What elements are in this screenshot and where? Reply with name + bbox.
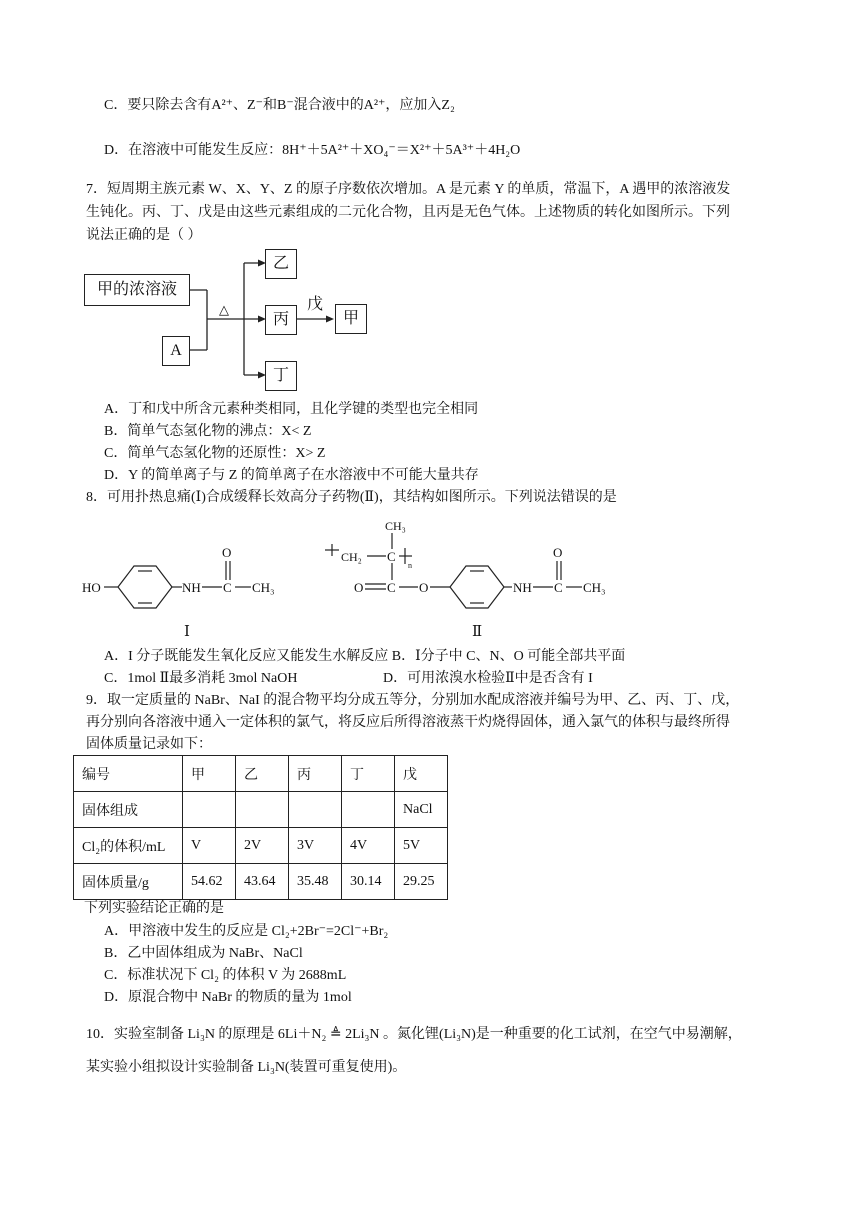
- mol1-ho: HO: [82, 580, 101, 595]
- flow-box-jia: 甲: [335, 304, 367, 334]
- mol2-quaternary-c: C: [387, 549, 396, 564]
- table-cell: [289, 792, 342, 828]
- q7-option-d: D．Y 的简单离子与 Z 的简单离子在水溶液中不可能大量共存: [104, 468, 479, 483]
- table-cell: 丁: [342, 756, 395, 792]
- table-cell: V: [183, 828, 236, 864]
- mol2-amide-c: C: [554, 580, 563, 595]
- table-cell: 3V: [289, 828, 342, 864]
- mol2-ester-c: C: [387, 580, 396, 595]
- q9-stem-line1: 9．取一定质量的 NaBr、NaI 的混合物平均分成五等分，分别加水配成溶液并编号为甲、乙、丙、丁、戊，: [86, 693, 740, 708]
- q9-option-d: D．原混合物中 NaBr 的物质的量为 1mol: [104, 990, 352, 1005]
- mol2-ester-o: O: [419, 580, 429, 595]
- mol1-ch3: CH₃: [252, 580, 275, 595]
- flow-box-a: A: [162, 336, 190, 366]
- table-cell: Cl₂的体积/mL: [74, 828, 183, 864]
- flow-label-wu: 戊: [307, 296, 324, 313]
- table-cell: 35.48: [289, 864, 342, 900]
- q7-stem-line1: 7．短周期主族元素 W、X、Y、Z 的原子序数依次增加。A 是元素 Y 的单质，常温下，A 遇甲的浓溶液发: [86, 182, 731, 197]
- q8-options-ab: A．I 分子既能发生氧化反应又能发生水解反应 B．Ⅰ分子中 C、N、O 可能全部共平面: [104, 649, 626, 664]
- table-cell: [183, 792, 236, 828]
- mol2-subscript-n: n: [408, 561, 412, 570]
- mol1-oxygen: O: [222, 545, 232, 560]
- flow-box-bing: 丙: [265, 305, 297, 335]
- table-cell: 甲: [183, 756, 236, 792]
- table-row: [74, 792, 448, 828]
- table-cell: [236, 792, 289, 828]
- mol2-amide-o: O: [553, 545, 563, 560]
- q7-option-a: A．丁和戊中所含元素种类相同，且化学键的类型也完全相同: [104, 402, 479, 417]
- table-cell: NaCl: [395, 792, 448, 828]
- mol2-ch3-top: CH₃: [385, 519, 406, 533]
- table-cell: 30.14: [342, 864, 395, 900]
- table-cell: [342, 792, 395, 828]
- q9-option-c: C．标准状况下 Cl₂ 的体积 V 为 2688mL: [104, 968, 347, 983]
- table-cell: 54.62: [183, 864, 236, 900]
- q6-option-d: D．在溶液中可能发生反应：8H⁺＋5A²⁺＋XO₄⁻＝X²⁺＋5A³⁺＋4H₂O: [104, 143, 521, 158]
- mol2-carbonyl-o: O: [354, 580, 364, 595]
- q10-stem-line1: 10．实验室制备 Li₃N 的原理是 6Li＋N₂ ≜ 2Li₃N 。氮化锂(Li₃N)是一种重要的化工试剂，在空气中易潮解，: [86, 1027, 742, 1042]
- mol2-ch2: CH₂: [341, 550, 362, 564]
- table-cell: 丙: [289, 756, 342, 792]
- mol1-label: Ⅰ: [184, 624, 190, 640]
- table-cell: 4V: [342, 828, 395, 864]
- flow-heat-symbol: △: [219, 302, 229, 317]
- q7-stem-line3: 说法正确的是（ ）: [86, 228, 202, 243]
- table-cell: 固体质量/g: [74, 864, 183, 900]
- mol1-nh: NH: [182, 580, 201, 595]
- q8-stem: 8．可用扑热息痛(Ⅰ)合成缓释长效高分子药物(Ⅱ)，其结构如图所示。下列说法错误的是: [86, 490, 617, 505]
- table-cell: 乙: [236, 756, 289, 792]
- q6-option-c: C．要只除去含有A²⁺、Z⁻和B⁻混合液中的A²⁺，应加入Z₂: [104, 98, 455, 113]
- table-cell: 43.64: [236, 864, 289, 900]
- table-row: [74, 828, 448, 864]
- table-cell: 戊: [395, 756, 448, 792]
- mol2-nh: NH: [513, 580, 532, 595]
- table-header-row: [74, 756, 448, 792]
- mol1-carbon: C: [223, 580, 232, 595]
- q9-option-a: A．甲溶液中发生的反应是 Cl₂+2Br⁻=2Cl⁻+Br₂: [104, 924, 389, 939]
- table-cell: 2V: [236, 828, 289, 864]
- flow-box-conc-solution: 甲的浓溶液: [84, 274, 190, 306]
- q9-followup: 下列实验结论正确的是: [84, 901, 224, 916]
- table-row: [74, 864, 448, 900]
- table-cell: 固体组成: [74, 792, 183, 828]
- mol2-label: Ⅱ: [472, 624, 483, 640]
- q9-option-b: B．乙中固体组成为 NaBr、NaCl: [104, 946, 303, 961]
- q7-option-b: B．简单气态氢化物的沸点：X< Z: [104, 424, 312, 439]
- q7-option-c: C．简单气态氢化物的还原性：X> Z: [104, 446, 326, 461]
- q8-option-d: D．可用浓溴水检验Ⅱ中是否含有 I: [383, 671, 593, 686]
- q9-stem-line2: 再分别向各溶液中通入一定体积的氯气，将反应后所得溶液蒸干灼烧得固体，通入氯气的体积与最终所得: [86, 715, 730, 730]
- flow-box-ding: 丁: [265, 361, 297, 391]
- q8-option-c: C．1mol Ⅱ最多消耗 3mol NaOH: [104, 671, 298, 686]
- flow-box-yi: 乙: [265, 249, 297, 279]
- q9-data-table: [73, 755, 448, 900]
- q10-stem-line2: 某实验小组拟设计实验制备 Li₃N(装置可重复使用)。: [86, 1060, 407, 1075]
- q7-stem-line2: 生钝化。丙、丁、戊是由这些元素组成的二元化合物，且丙是无色气体。上述物质的转化如图所示。下列: [86, 205, 730, 220]
- mol2-ch3: CH₃: [583, 580, 606, 595]
- q9-stem-line3: 固体质量记录如下：: [86, 737, 212, 752]
- table-cell: 编号: [74, 756, 183, 792]
- table-cell: 5V: [395, 828, 448, 864]
- table-cell: 29.25: [395, 864, 448, 900]
